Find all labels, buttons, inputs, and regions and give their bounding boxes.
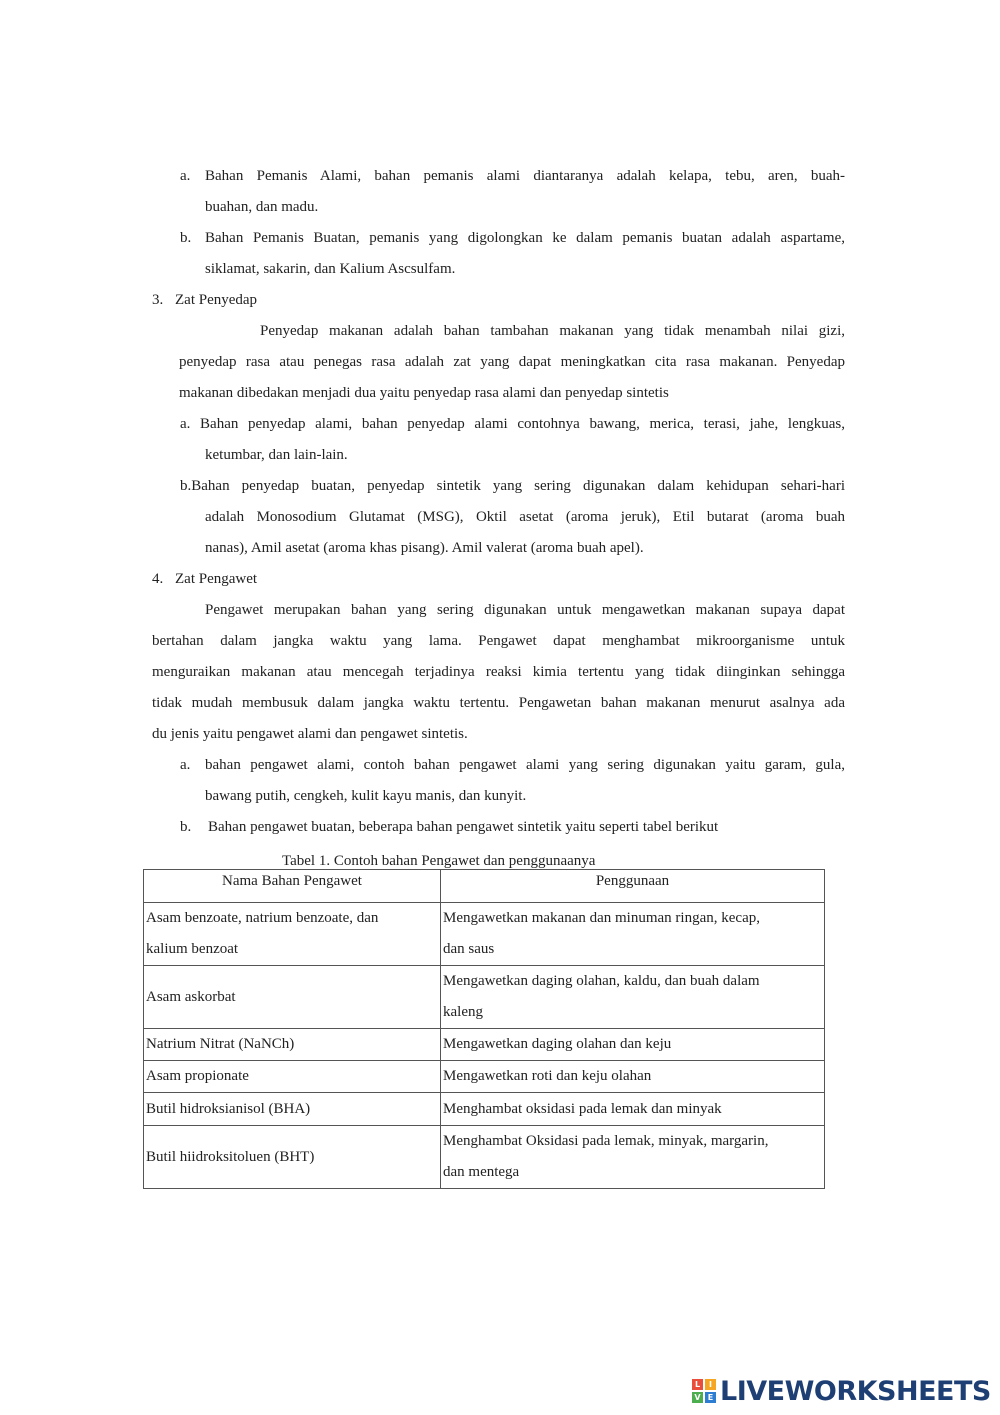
- logo-text: LIVEWORKSHEETS: [720, 1375, 991, 1407]
- preservative-a-marker: a.: [180, 757, 191, 773]
- logo-block: L: [692, 1379, 703, 1390]
- cell-line: Mengawetkan makanan dan minuman ringan, kecap,: [443, 910, 760, 926]
- table-cell-usage: Mengawetkan daging olahan dan keju: [441, 1029, 825, 1061]
- table-cell-usage: [441, 966, 825, 1029]
- flavor-para-line2: penyedap rasa atau penegas rasa adalah zat yang dapat meningkatkan cita rasa makanan. Penyedap: [179, 354, 845, 370]
- cell-line: Asam benzoate, natrium benzoate, dan: [146, 910, 379, 926]
- table-cell-name: Asam askorbat: [144, 966, 441, 1029]
- section-4-heading: Zat Pengawet: [175, 571, 258, 587]
- logo-blocks-icon: [692, 1379, 716, 1403]
- section-3-heading: Zat Penyedap: [175, 292, 258, 308]
- table-cell-name: Butil hiidroksitoluen (BHT): [144, 1126, 441, 1189]
- table-row: [144, 966, 825, 1029]
- table-row: [144, 903, 825, 966]
- liveworksheets-logo[interactable]: [692, 1374, 991, 1408]
- flavor-para-line3: makanan dibedakan menjadi dua yaitu penyedap rasa alami dan penyedap sintetis: [179, 385, 669, 401]
- cell-line: dan saus: [443, 941, 495, 957]
- table-caption: Tabel 1. Contoh bahan Pengawet dan penggunaanya: [282, 853, 596, 869]
- flavor-para-line1: Penyedap makanan adalah bahan tambahan makanan yang tidak menambah nilai gizi,: [260, 323, 845, 339]
- sweetener-a-line1: Bahan Pemanis Alami, bahan pemanis alami diantaranya adalah kelapa, tebu, aren, buah-: [205, 168, 845, 184]
- table-cell-name: [144, 903, 441, 966]
- section-3-number: 3.: [152, 292, 164, 308]
- sweetener-b-line1: Bahan Pemanis Buatan, pemanis yang digolongkan ke dalam pemanis buatan adalah aspartame,: [205, 230, 845, 246]
- table-row: [144, 1061, 825, 1093]
- preservative-para-line3: menguraikan makanan atau mencegah terjadinya reaksi kimia tertentu yang tidak diinginkan sehingga: [152, 664, 845, 680]
- cell-line: kalium benzoat: [146, 941, 239, 957]
- table-cell-name: Asam propionate: [144, 1061, 441, 1093]
- flavor-b-line2: adalah Monosodium Glutamat (MSG), Oktil asetat (aroma jeruk), Etil butarat (aroma buah: [205, 509, 845, 525]
- preservative-para-line5: du jenis yaitu pengawet alami dan pengawet sintetis.: [152, 726, 468, 742]
- sweetener-a-marker: a.: [180, 168, 191, 184]
- table-cell-name: Butil hidroksianisol (BHA): [144, 1093, 441, 1126]
- table-header-name: Nama Bahan Pengawet: [144, 870, 441, 903]
- table-cell-usage: [441, 903, 825, 966]
- table-cell-usage: Mengawetkan roti dan keju olahan: [441, 1061, 825, 1093]
- sweetener-a-line2: buahan, dan madu.: [205, 199, 319, 215]
- logo-block: V: [692, 1392, 703, 1403]
- cell-line: kaleng: [443, 1004, 483, 1020]
- table-row: [144, 1126, 825, 1189]
- flavor-a-line1: a. Bahan penyedap alami, bahan penyedap alami contohnya bawang, merica, terasi, jahe, lengkuas,: [180, 416, 845, 432]
- preservative-a-line2: bawang putih, cengkeh, kulit kayu manis, dan kunyit.: [205, 788, 527, 804]
- flavor-a-line2: ketumbar, dan lain-lain.: [205, 447, 348, 463]
- table-header-row: [144, 870, 825, 903]
- preservative-para-line4: tidak mudah membusuk dalam jangka waktu tertentu. Pengawetan bahan makanan menurut asalnya ada: [152, 695, 845, 711]
- table-cell-usage: Menghambat oksidasi pada lemak dan minyak: [441, 1093, 825, 1126]
- cell-line: Mengawetkan daging olahan, kaldu, dan buah dalam: [443, 973, 760, 989]
- table-row: [144, 1093, 825, 1126]
- sweetener-b-marker: b.: [180, 230, 192, 246]
- logo-block: E: [705, 1392, 716, 1403]
- preservative-para-line2: bertahan dalam jangka waktu yang lama. Pengawet dapat menghambat mikroorganisme untuk: [152, 633, 845, 649]
- sweetener-b-line2: siklamat, sakarin, dan Kalium Ascsulfam.: [205, 261, 456, 277]
- section-4-number: 4.: [152, 571, 164, 587]
- preservative-table: [143, 869, 825, 1189]
- table-cell-usage: [441, 1126, 825, 1189]
- table-cell-name: Natrium Nitrat (NaNCh): [144, 1029, 441, 1061]
- flavor-b-line1: b.Bahan penyedap buatan, penyedap sintetik yang sering digunakan dalam kehidupan sehari-hari: [180, 478, 845, 494]
- flavor-b-line3: nanas), Amil asetat (aroma khas pisang). Amil valerat (aroma buah apel).: [205, 540, 644, 556]
- logo-block: I: [705, 1379, 716, 1390]
- cell-line: Menghambat Oksidasi pada lemak, minyak, margarin,: [443, 1133, 769, 1149]
- table-row: [144, 1029, 825, 1061]
- preservative-para-line1: Pengawet merupakan bahan yang sering digunakan untuk mengawetkan makanan supaya dapat: [205, 602, 845, 618]
- preservative-b-marker: b.: [180, 819, 192, 835]
- preservative-b-line1: Bahan pengawet buatan, beberapa bahan pengawet sintetik yaitu seperti tabel berikut: [208, 819, 719, 835]
- preservative-a-line1: bahan pengawet alami, contoh bahan pengawet alami yang sering digunakan yaitu garam, gula,: [205, 757, 845, 773]
- table-header-usage: Penggunaan: [441, 870, 825, 903]
- cell-line: dan mentega: [443, 1164, 520, 1180]
